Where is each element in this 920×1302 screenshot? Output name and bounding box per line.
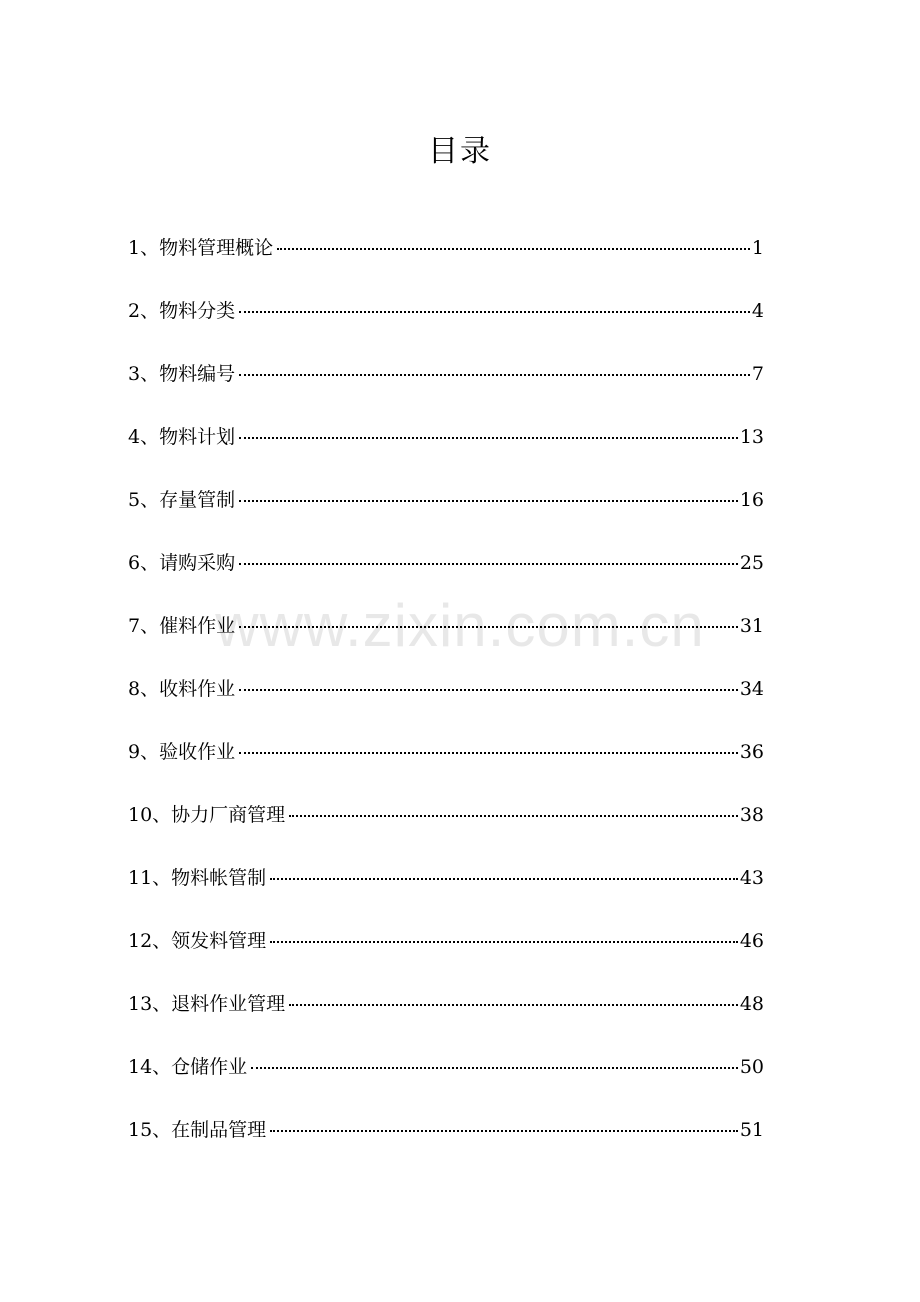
toc-entry[interactable] [128, 543, 764, 606]
toc-entry[interactable] [128, 291, 764, 354]
toc-entry[interactable] [128, 1110, 764, 1173]
toc-entry-label: 2、物料分类 [128, 300, 236, 322]
toc-entry-label: 9、验收作业 [128, 741, 236, 763]
dot-leader [239, 563, 738, 565]
toc-entry-label: 6、请购采购 [128, 552, 236, 574]
toc-entry[interactable] [128, 1047, 764, 1110]
toc-entry-label: 15、在制品管理 [128, 1119, 267, 1141]
watermark: www.zixin.com.cn [215, 592, 705, 659]
toc-entry-page: 36 [739, 741, 764, 763]
toc-entry[interactable] [128, 480, 764, 543]
toc-list [128, 228, 764, 1173]
dot-leader [277, 248, 750, 250]
toc-entry-label: 7、催料作业 [128, 615, 236, 637]
toc-entry-label: 13、退料作业管理 [128, 993, 286, 1015]
toc-entry-label: 12、领发料管理 [128, 930, 267, 952]
dot-leader [239, 626, 738, 628]
toc-entry-page: 50 [739, 1056, 764, 1078]
toc-entry-page: 4 [751, 300, 764, 322]
toc-entry[interactable] [128, 732, 764, 795]
toc-entry[interactable] [128, 354, 764, 417]
toc-entry-page: 16 [739, 489, 764, 511]
toc-entry-page: 46 [739, 930, 764, 952]
toc-entry[interactable] [128, 858, 764, 921]
toc-entry-label: 14、仓储作业 [128, 1056, 248, 1078]
toc-entry-page: 51 [739, 1119, 764, 1141]
toc-entry[interactable] [128, 417, 764, 480]
dot-leader [239, 752, 738, 754]
toc-entry[interactable] [128, 606, 764, 669]
dot-leader [239, 374, 750, 376]
dot-leader [270, 878, 738, 880]
dot-leader [289, 1004, 738, 1006]
toc-entry-page: 25 [739, 552, 764, 574]
dot-leader [251, 1067, 738, 1069]
toc-entry-label: 5、存量管制 [128, 489, 236, 511]
toc-entry-page: 43 [739, 867, 764, 889]
dot-leader [270, 941, 738, 943]
toc-entry[interactable] [128, 228, 764, 291]
toc-entry-label: 4、物料计划 [128, 426, 236, 448]
toc-entry-page: 1 [751, 237, 764, 259]
toc-entry-label: 8、收料作业 [128, 678, 236, 700]
page-title: 目录 [428, 134, 492, 169]
toc-entry-page: 13 [739, 426, 764, 448]
toc-entry-page: 7 [751, 363, 764, 385]
toc-entry-label: 1、物料管理概论 [128, 237, 274, 259]
toc-entry-page: 34 [739, 678, 764, 700]
toc-entry-label: 11、物料帐管制 [128, 867, 267, 889]
toc-entry[interactable] [128, 984, 764, 1047]
toc-entry-page: 48 [739, 993, 764, 1015]
toc-entry-label: 3、物料编号 [128, 363, 236, 385]
toc-entry[interactable] [128, 795, 764, 858]
dot-leader [270, 1130, 738, 1132]
dot-leader [239, 689, 738, 691]
dot-leader [239, 437, 738, 439]
toc-entry-label: 10、协力厂商管理 [128, 804, 286, 826]
toc-entry[interactable] [128, 669, 764, 732]
toc-entry[interactable] [128, 921, 764, 984]
dot-leader [239, 500, 738, 502]
dot-leader [239, 311, 750, 313]
toc-entry-page: 31 [739, 615, 764, 637]
toc-entry-page: 38 [739, 804, 764, 826]
dot-leader [289, 815, 738, 817]
